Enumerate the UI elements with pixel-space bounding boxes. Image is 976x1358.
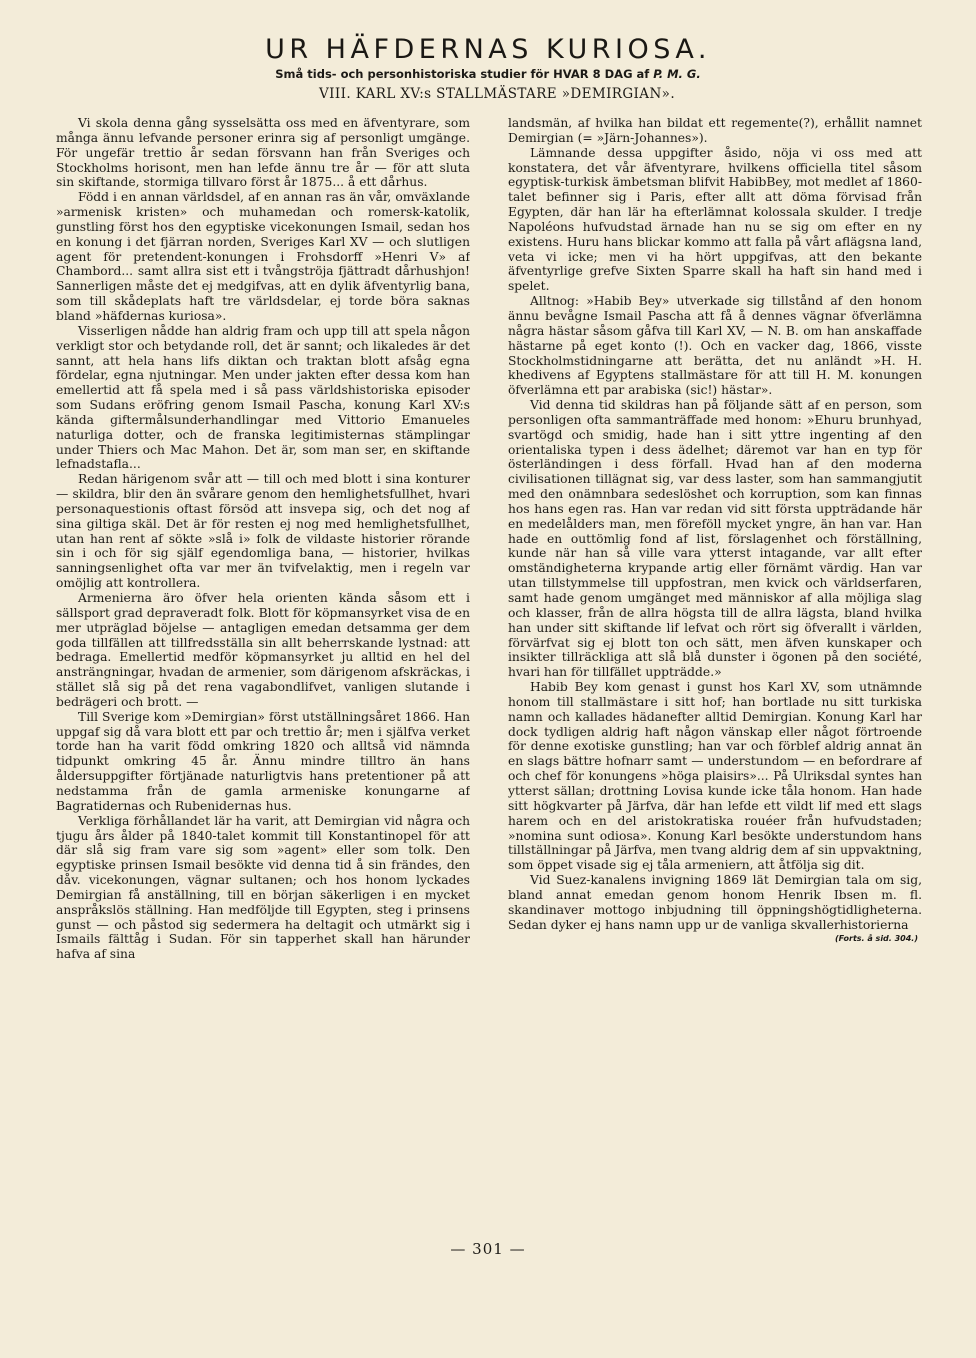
subtitle <box>0 67 976 81</box>
paragraph: Alltnog: »Habib Bey» utverkade sig tillstånd af den honom ännu bevågne Ismail Pascha att få å dennes vägnar öfverlämna några hästar såsom gåfva till Karl XV, — N. B. om han anskaffade hästarne på eget konto (!). Och en vacker dag, 1866, visste Stockholmstidningarne att berätta, det nu anländt »H. H. khedivens af Egyptens stallmästare för att till H. M. konungen öfverlämna ett par arabiska (sic!) hästar». <box>508 294 922 398</box>
paragraph: Född i en annan världsdel, af en annan ras än vår, omväxlande »armenisk kristen» och muhamedan och romersk-katolik, gunstling först hos den egyptiske vicekonungen Ismail, sedan hos en konung i det fjärran norden, Sveriges Karl XV — och slutligen agent för pretendent-konungen i Frohsdorff »Henri V» af Chambord... samt allra sist ett i tvångströja fjättradt dårhushjon! Sannerligen måste det ej medgifvas, att en dylik äfventyrlig bana, som till skådeplats haft tre världsdelar, ej torde böra saknas bland »häfdernas kuriosa». <box>56 190 470 323</box>
paragraph: Lämnande dessa uppgifter åsido, nöja vi oss med att konstatera, det vår äfventyrare, hvilkens officiella titel såsom egyptisk-turkisk ämbetsman blifvit HabibBey, mot medlet af 1860-talet befinner sig i Paris, efter allt att döma förvisad från Egypten, där han lär ha efterlämnat kolossala skulder. I tredje Napoléons hufvudstad ärnade han nu se sig om efter en ny existens. Huru hans blickar kommo att falla på vårt aflägsna land, veta vi icke; men vi ha hört uppgifvas, att den bekante äfventyrlige grefve Sixten Sparre skall ha haft sin hand med i spelet. <box>508 145 922 294</box>
paragraph: Verkliga förhållandet lär ha varit, att Demirgian vid några och tjugu års ålder på 1840-talet kommit till Konstantinopel för att där slå sig fram vare sig som »agent» eller som tolk. Den egyptiske prinsen Ismail besökte vid denna tid å sin frändes, den dåv. vicekonungen, vägnar sultanen; och hos honom lyckades Demirgian få anställning, till en början säkerligen i en mycket anspråkslös ställning. Han medföljde till Egypten, steg i prinsens gunst — och påstod sig sedermera ha deltagit och utmärkt sig i Ismails fälttåg i Sudan. För sin tapperhet skall han härunder hafva af sina <box>56 813 470 962</box>
paragraph: Vi skola denna gång sysselsätta oss med en äfventyrare, som många ännu lefvande personer erinra sig af personligt umgänge. För ungefär trettio år sedan försvann han från Sveriges och Stockholms horisont, men han lefde ännu tre år — för att sluta sin skiftande, stormiga tillvaro först år 1875... å ett dårhus. <box>56 116 470 190</box>
paragraph: Habib Bey kom genast i gunst hos Karl XV, som utnämnde honom till stallmästare i sitt hof; han bortlade nu sitt turkiska namn och kallades hädanefter alltid Demirgian. Konung Karl har dock tydligen aldrig haft någon vänskap eller något förtroende för denne exotiske gunstling; han var och förblef aldrig annat än en slags bättre hofnarr samt — understundom — en befordrare af och chef för konungens »höga plaisirs»... På Ulriksdal syntes han ytterst sällan; drottning Lovisa kunde icke tåla honom. Han hade sitt högkvarter på Järfva, där han lefde ett vildt lif med ett slags harem och en del aristokratiska rouéer från hufvudstaden; »nomina sunt odiosa». Konung Karl besökte understundom hans tillställningar på Järfva, men tvang aldrig dem af sin uppvaktning, som öppet visade sig ej tåla armeniern, att åtfölja sig dit. <box>508 680 922 873</box>
paragraph: Redan härigenom svår att — till och med blott i sina konturer — skildra, blir den än svårare genom den hemlighetsfullhet, hvari personaquestionis oftast försöd att insvepa sig, och det nog af sina giltiga skäl. Det är för resten ej nog med hemlighetsfullhet, utan han rent af sökte »slå i» folk de vildaste historier rörande sin i och för sig själf egendomliga bana, — historier, hvilkas sanningsenlighet ofta var mer än tvifvelaktig, men i regeln var omöjlig att kontrollera. <box>56 472 470 591</box>
page-number: — 301 — <box>450 1240 526 1258</box>
paragraph: Till Sverige kom »Demirgian» först utställningsåret 1866. Han uppgaf sig då vara blott ett par och trettio år; men i själfva verket torde han ha varit född omkring 1820 och alltså vid nämnda tidpunkt omkring 45 år. Ännu mindre tilltro än hans åldersuppgifter förtjänade naturligtvis hans pretentioner på att nedstamma från de gamla armeniske konungarne af Bagratidernas och Rubenidernas hus. <box>56 709 470 813</box>
author-initials: P. M. G. <box>653 67 701 81</box>
article-body <box>56 116 922 1228</box>
masthead <box>0 34 976 103</box>
chapter-heading: VIII. KARL XV:s STALLMÄSTARE »DEMIRGIAN». <box>318 86 676 102</box>
right-column <box>508 116 922 1228</box>
paragraph: Vid Suez-kanalens invigning 1869 lät Demirgian tala om sig, bland annat emedan genom honom Henrik Ibsen m. fl. skandinaver mottogo inbjudning till öppningshögtidligheterna. Sedan dyker ej hans namn upp ur de vanliga skvallerhistorierna <box>508 873 922 932</box>
continuation-note: (Forts. å sid. 304.) <box>835 934 918 944</box>
left-column <box>56 116 470 1228</box>
paragraph: landsmän, af hvilka han bildat ett regemente(?), erhållit namnet Demirgian (= »Järn-Johannes»). <box>508 116 922 145</box>
paragraph: Visserligen nådde han aldrig fram och upp till att spela någon verkligt stor och betydande roll, det är sannt; och likaledes är det sannt, att hela hans lifs diktan och traktan blott afsåg egna fördelar, egna njutningar. Men under jakten efter dessa kom han emellertid att få spela med i så pass världshistoriska episoder som Sudans eröfring genom Ismail Pascha, konung Karl XV:s kända giftermålsunderhandlingar med Vittorio Emanueles naturliga dotter, och de franska legitimisternas stämplingar under Thiers och Mac Mahon. Det är, som man ser, en skiftande lefnadstafla... <box>56 323 470 472</box>
paragraph: Armenierna äro öfver hela orienten kända såsom ett i sällsport grad depraveradt folk. Blott för köpmansyrket visa de en mer utpräglad böjelse — antagligen emedan detsamma ger dem goda tillfällen att tillfredsställa sin allt beherrskande lystnad: att bedraga. Emellertid medför köpmansyrket ju alltid en hel del ansträngningar, hvadan de armenier, som därigenom afskräckas, i stället slå sig på det rena vagabondlifvet, vanligen slutande i bedrägeri och brott. — <box>56 591 470 709</box>
subtitle-text: Små tids- och personhistoriska studier för HVAR 8 DAG af <box>275 67 654 81</box>
paragraph: Vid denna tid skildras han på följande sätt af en person, som personligen ofta sammanträffade med honom: »Ehuru brunhyad, svartögd och smidig, hade han i sitt yttre ingenting af den orientaliska typen i dess ädelhet; däremot var han en typ för österländingen i dess förfall. Hvad han af den moderna civilisationen tillägnat sig, var dess laster, som han sammangjutit med den onämnbara sedeslöshet och korruption, som kan finnas hos hans egen ras. Han var redan vid sitt första uppträdande här en medelålders man, men föreföll mycket yngre, än han var. Han hade en outtömlig fond af list, förslagenhet och förställning, kunde när han så ville vara ytterst intagande, var allt efter omständigheterna krypande artig eller förnämt värdig. Han var utan tillstymmelse till uppfostran, men kvick och världserfaren, samt hade genom umgänget med människor af alla möjliga slag och klasser, från de allra högsta till de allra lägsta, bland hvilka han under sitt skiftande lif lefvat och rört sig öfverallt i världen, förvärfvat sig ej blott ton och sätt, men äfven kunskaper och insikter tillräckliga att slå blå dunster i ögonen på den société, hvari han för tillfället uppträdde.» <box>508 398 922 680</box>
page-title: UR HÄFDERNAS KURIOSA. <box>265 34 711 65</box>
